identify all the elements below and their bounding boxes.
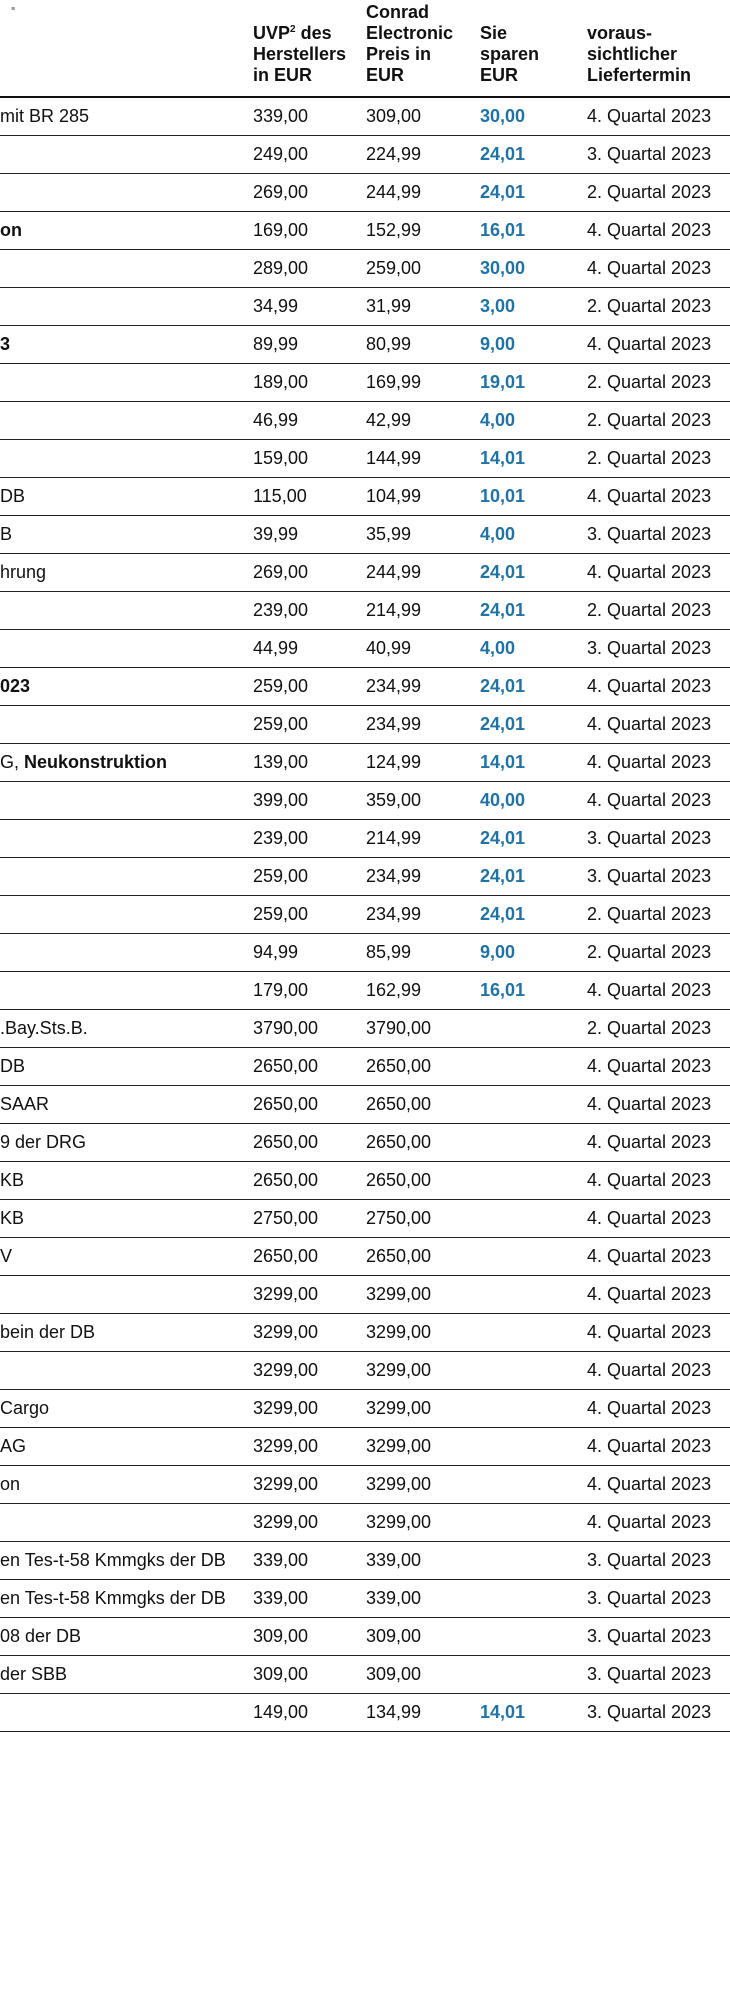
- delivery-date-cell: 4. Quartal 2023: [587, 334, 712, 354]
- uvp-price-cell: 3299,00: [253, 1512, 319, 1532]
- conrad-price-cell: 80,99: [366, 334, 412, 354]
- product-name-cell: [0, 98, 89, 135]
- conrad-price-cell: 3299,00: [366, 1322, 432, 1342]
- uvp-price-cell: 39,99: [253, 524, 299, 544]
- table-row: [0, 288, 730, 326]
- conrad-price-cell: 40,99: [366, 638, 412, 658]
- uvp-price-cell: 269,00: [253, 562, 309, 582]
- product-name-cell: [0, 1314, 95, 1351]
- product-name-cell: [0, 1010, 88, 1047]
- uvp-price-cell: 3299,00: [253, 1284, 319, 1304]
- table-row: [0, 1580, 730, 1618]
- delivery-date-cell: 2. Quartal 2023: [587, 372, 712, 392]
- conrad-price-cell: 169,99: [366, 372, 422, 392]
- conrad-price-cell: 234,99: [366, 866, 422, 886]
- savings-header-line2: sparen: [480, 44, 540, 64]
- uvp-price-cell: 399,00: [253, 790, 309, 810]
- table-row: [0, 1466, 730, 1504]
- savings-header-line1: Sie: [480, 23, 508, 43]
- product-name-text: KB: [0, 1170, 25, 1190]
- product-name-cell: [0, 1580, 226, 1617]
- conrad-header-line1: Conrad: [366, 2, 429, 22]
- delivery-date-cell: 3. Quartal 2023: [587, 524, 712, 544]
- table-row: [0, 364, 730, 402]
- product-name-cell: [0, 1238, 12, 1275]
- savings-cell: 24,01: [480, 676, 526, 696]
- conrad-price-cell: 85,99: [366, 942, 412, 962]
- product-name-cell: [0, 1048, 25, 1085]
- column-header-conrad-price: [366, 0, 478, 96]
- savings-cell: 24,01: [480, 600, 526, 620]
- conrad-price-cell: 309,00: [366, 106, 422, 126]
- conrad-price-cell: 3299,00: [366, 1512, 432, 1532]
- delivery-date-cell: 3. Quartal 2023: [587, 1702, 712, 1722]
- uvp-price-cell: 289,00: [253, 258, 309, 278]
- table-row: [0, 858, 730, 896]
- savings-header-line3: EUR: [480, 65, 519, 85]
- delivery-date-cell: 2. Quartal 2023: [587, 410, 712, 430]
- table-row: [0, 1542, 730, 1580]
- conrad-price-cell: 3299,00: [366, 1474, 432, 1494]
- product-name-cell: [0, 1086, 49, 1123]
- product-name-cell: [0, 212, 22, 249]
- table-row: [0, 1618, 730, 1656]
- delivery-date-cell: 3. Quartal 2023: [587, 144, 712, 164]
- product-name-text: 9 der DRG: [0, 1132, 87, 1152]
- table-row: [0, 972, 730, 1010]
- uvp-price-cell: 3299,00: [253, 1360, 319, 1380]
- savings-cell: 24,01: [480, 904, 526, 924]
- conrad-price-cell: 234,99: [366, 714, 422, 734]
- delivery-date-cell: 2. Quartal 2023: [587, 182, 712, 202]
- table-row: [0, 326, 730, 364]
- table-row: [0, 1162, 730, 1200]
- table-row: [0, 630, 730, 668]
- delivery-date-cell: 3. Quartal 2023: [587, 1664, 712, 1684]
- delivery-date-cell: 2. Quartal 2023: [587, 942, 712, 962]
- delivery-date-cell: 4. Quartal 2023: [587, 980, 712, 1000]
- uvp-price-cell: 259,00: [253, 714, 309, 734]
- product-name-text: V: [0, 1246, 13, 1266]
- uvp-price-cell: 2650,00: [253, 1132, 319, 1152]
- product-name-text: bein der DB: [0, 1322, 96, 1342]
- column-header-delivery-date: [587, 0, 727, 96]
- price-table-body: [0, 98, 730, 1732]
- conrad-price-cell: 134,99: [366, 1702, 422, 1722]
- uvp-price-cell: 3299,00: [253, 1322, 319, 1342]
- product-name-cell: [0, 668, 30, 705]
- conrad-price-cell: 224,99: [366, 144, 422, 164]
- delivery-date-cell: 4. Quartal 2023: [587, 1056, 712, 1076]
- delivery-date-cell: 4. Quartal 2023: [587, 1398, 712, 1418]
- savings-cell: 30,00: [480, 258, 526, 278]
- delivery-date-cell: 4. Quartal 2023: [587, 1208, 712, 1228]
- uvp-price-cell: 239,00: [253, 828, 309, 848]
- savings-cell: 3,00: [480, 296, 516, 316]
- savings-cell: 9,00: [480, 334, 516, 354]
- conrad-price-cell: 339,00: [366, 1588, 422, 1608]
- product-name-text: .Bay.Sts.B.: [0, 1018, 88, 1038]
- conrad-price-cell: 3790,00: [366, 1018, 432, 1038]
- uvp-price-cell: 139,00: [253, 752, 309, 772]
- product-name-cell: [0, 1124, 86, 1161]
- product-name-text: der SBB: [0, 1664, 68, 1684]
- uvp-header-suffix: des: [295, 23, 332, 43]
- uvp-price-cell: 2750,00: [253, 1208, 319, 1228]
- uvp-price-cell: 159,00: [253, 448, 309, 468]
- table-row: [0, 668, 730, 706]
- delivery-date-cell: 4. Quartal 2023: [587, 714, 712, 734]
- delivery-date-cell: 2. Quartal 2023: [587, 904, 712, 924]
- table-row: [0, 820, 730, 858]
- table-row: [0, 592, 730, 630]
- conrad-price-cell: 42,99: [366, 410, 412, 430]
- conrad-price-cell: 2650,00: [366, 1056, 432, 1076]
- delivery-date-cell: 3. Quartal 2023: [587, 638, 712, 658]
- delivery-date-cell: 2. Quartal 2023: [587, 600, 712, 620]
- savings-cell: 16,01: [480, 980, 526, 1000]
- conrad-price-cell: 31,99: [366, 296, 412, 316]
- uvp-header-line2: Herstellers: [253, 44, 347, 64]
- uvp-price-cell: 189,00: [253, 372, 309, 392]
- uvp-price-cell: 259,00: [253, 866, 309, 886]
- product-name-text: G,: [0, 752, 25, 772]
- table-row: [0, 98, 730, 136]
- table-row: [0, 174, 730, 212]
- conrad-price-cell: 152,99: [366, 220, 422, 240]
- product-name-text: hrung: [0, 562, 47, 582]
- delivery-date-cell: 4. Quartal 2023: [587, 106, 712, 126]
- savings-cell: 24,01: [480, 562, 526, 582]
- table-row: [0, 934, 730, 972]
- table-row: [0, 1238, 730, 1276]
- savings-cell: 40,00: [480, 790, 526, 810]
- product-name-text: 08 der DB: [0, 1626, 82, 1646]
- delivery-date-cell: 3. Quartal 2023: [587, 866, 712, 886]
- delivery-header-line1: voraus-: [587, 23, 653, 43]
- conrad-price-cell: 234,99: [366, 676, 422, 696]
- table-row: [0, 1200, 730, 1238]
- uvp-price-cell: 169,00: [253, 220, 309, 240]
- table-row: [0, 1086, 730, 1124]
- product-name-cell: [0, 516, 12, 553]
- product-name-cell: [0, 1542, 226, 1579]
- delivery-date-cell: 3. Quartal 2023: [587, 1588, 712, 1608]
- table-row: [0, 706, 730, 744]
- savings-cell: 24,01: [480, 144, 526, 164]
- product-name-cell: [0, 1390, 49, 1427]
- savings-cell: 4,00: [480, 524, 516, 544]
- uvp-price-cell: 2650,00: [253, 1170, 319, 1190]
- delivery-date-cell: 3. Quartal 2023: [587, 1550, 712, 1570]
- uvp-price-cell: 2650,00: [253, 1246, 319, 1266]
- savings-cell: 30,00: [480, 106, 526, 126]
- savings-cell: 24,01: [480, 714, 526, 734]
- page-marker: ≡: [11, 6, 16, 13]
- conrad-price-cell: 3299,00: [366, 1284, 432, 1304]
- uvp-price-cell: 339,00: [253, 1588, 309, 1608]
- delivery-date-cell: 3. Quartal 2023: [587, 1626, 712, 1646]
- delivery-date-cell: 2. Quartal 2023: [587, 296, 712, 316]
- delivery-date-cell: 4. Quartal 2023: [587, 1284, 712, 1304]
- conrad-price-cell: 309,00: [366, 1626, 422, 1646]
- conrad-price-cell: 3299,00: [366, 1436, 432, 1456]
- conrad-price-cell: 104,99: [366, 486, 422, 506]
- conrad-price-cell: 162,99: [366, 980, 422, 1000]
- footnote-marker: 2: [290, 24, 296, 35]
- savings-cell: 14,01: [480, 1702, 526, 1722]
- table-row: [0, 212, 730, 250]
- uvp-price-cell: 239,00: [253, 600, 309, 620]
- table-row: [0, 1276, 730, 1314]
- table-row: [0, 1010, 730, 1048]
- table-row: [0, 554, 730, 592]
- uvp-price-cell: 34,99: [253, 296, 299, 316]
- product-name-text: AG: [0, 1436, 27, 1456]
- product-name-cell: [0, 478, 25, 515]
- table-row: [0, 250, 730, 288]
- savings-cell: 4,00: [480, 410, 516, 430]
- delivery-date-cell: 4. Quartal 2023: [587, 220, 712, 240]
- uvp-price-cell: 3299,00: [253, 1436, 319, 1456]
- conrad-price-cell: 359,00: [366, 790, 422, 810]
- product-name-bold: 3: [0, 334, 11, 354]
- table-row: [0, 1390, 730, 1428]
- savings-cell: 14,01: [480, 448, 526, 468]
- conrad-price-cell: 2650,00: [366, 1246, 432, 1266]
- product-name-text: SAAR: [0, 1094, 50, 1114]
- table-row: [0, 478, 730, 516]
- uvp-price-cell: 46,99: [253, 410, 299, 430]
- uvp-price-cell: 3299,00: [253, 1474, 319, 1494]
- conrad-header-line2: Electronic: [366, 23, 454, 43]
- conrad-price-cell: 259,00: [366, 258, 422, 278]
- uvp-price-cell: 3790,00: [253, 1018, 319, 1038]
- product-name-text: en Tes-t-58 Kmmgks der DB: [0, 1550, 226, 1570]
- table-row: [0, 402, 730, 440]
- product-name-cell: [0, 1200, 24, 1237]
- delivery-date-cell: 4. Quartal 2023: [587, 1246, 712, 1266]
- product-name-cell: [0, 554, 46, 591]
- product-name-text: Cargo: [0, 1398, 50, 1418]
- conrad-price-cell: 35,99: [366, 524, 412, 544]
- conrad-price-cell: 3299,00: [366, 1398, 432, 1418]
- product-name-bold: Neukonstruktion: [24, 752, 168, 772]
- delivery-date-cell: 4. Quartal 2023: [587, 752, 712, 772]
- table-row: [0, 136, 730, 174]
- product-name-cell: [0, 1162, 24, 1199]
- delivery-date-cell: 4. Quartal 2023: [587, 790, 712, 810]
- uvp-header-text: UVP: [253, 23, 291, 43]
- savings-cell: 10,01: [480, 486, 526, 506]
- table-row: [0, 1656, 730, 1694]
- conrad-price-cell: 2650,00: [366, 1132, 432, 1152]
- savings-cell: 24,01: [480, 866, 526, 886]
- uvp-price-cell: 149,00: [253, 1702, 309, 1722]
- delivery-date-cell: 2. Quartal 2023: [587, 448, 712, 468]
- conrad-price-cell: 244,99: [366, 182, 422, 202]
- uvp-price-cell: 249,00: [253, 144, 309, 164]
- conrad-header-line4: EUR: [366, 65, 405, 85]
- conrad-price-cell: 2750,00: [366, 1208, 432, 1228]
- delivery-date-cell: 4. Quartal 2023: [587, 1360, 712, 1380]
- uvp-price-cell: 89,99: [253, 334, 299, 354]
- table-row: [0, 1124, 730, 1162]
- product-name-text: DB: [0, 1056, 26, 1076]
- uvp-price-cell: 94,99: [253, 942, 299, 962]
- savings-cell: 14,01: [480, 752, 526, 772]
- delivery-date-cell: 4. Quartal 2023: [587, 1474, 712, 1494]
- delivery-date-cell: 4. Quartal 2023: [587, 562, 712, 582]
- delivery-date-cell: 4. Quartal 2023: [587, 1512, 712, 1532]
- conrad-price-cell: 214,99: [366, 828, 422, 848]
- uvp-price-cell: 309,00: [253, 1664, 309, 1684]
- product-name-text: mit BR 285: [0, 106, 90, 126]
- uvp-header-line3: in EUR: [253, 65, 313, 85]
- delivery-date-cell: 2. Quartal 2023: [587, 1018, 712, 1038]
- uvp-price-cell: 259,00: [253, 904, 309, 924]
- uvp-price-cell: 309,00: [253, 1626, 309, 1646]
- table-row: [0, 1048, 730, 1086]
- conrad-price-cell: 244,99: [366, 562, 422, 582]
- delivery-header-line2: sichtlicher: [587, 44, 678, 64]
- uvp-price-cell: 339,00: [253, 1550, 309, 1570]
- conrad-price-cell: 339,00: [366, 1550, 422, 1570]
- delivery-date-cell: 4. Quartal 2023: [587, 1094, 712, 1114]
- table-row: [0, 1352, 730, 1390]
- savings-cell: 16,01: [480, 220, 526, 240]
- column-header-uvp: [253, 0, 365, 96]
- savings-cell: 9,00: [480, 942, 516, 962]
- delivery-header-line3: Liefertermin: [587, 65, 692, 85]
- uvp-price-cell: 3299,00: [253, 1398, 319, 1418]
- conrad-price-cell: 309,00: [366, 1664, 422, 1684]
- delivery-date-cell: 4. Quartal 2023: [587, 1132, 712, 1152]
- product-name-text: DB: [0, 486, 26, 506]
- conrad-price-cell: 124,99: [366, 752, 422, 772]
- conrad-header-line3: Preis in: [366, 44, 432, 64]
- conrad-price-cell: 234,99: [366, 904, 422, 924]
- uvp-price-cell: 339,00: [253, 106, 309, 126]
- column-header-savings: [480, 0, 580, 96]
- product-name-cell: [0, 326, 10, 363]
- table-row: [0, 744, 730, 782]
- conrad-price-cell: 2650,00: [366, 1094, 432, 1114]
- conrad-price-cell: 144,99: [366, 448, 422, 468]
- table-header: [0, 0, 730, 98]
- uvp-price-cell: 115,00: [253, 486, 307, 506]
- product-name-bold: on: [0, 220, 22, 240]
- uvp-price-cell: 259,00: [253, 676, 309, 696]
- uvp-price-cell: 179,00: [253, 980, 309, 1000]
- product-name-text: on: [0, 1474, 21, 1494]
- delivery-date-cell: 4. Quartal 2023: [587, 1436, 712, 1456]
- product-name-cell: [0, 1656, 67, 1693]
- uvp-price-cell: 2650,00: [253, 1056, 319, 1076]
- delivery-date-cell: 3. Quartal 2023: [587, 828, 712, 848]
- table-row: [0, 1694, 730, 1732]
- table-row: [0, 1314, 730, 1352]
- savings-cell: 24,01: [480, 828, 526, 848]
- conrad-price-cell: 2650,00: [366, 1170, 432, 1190]
- product-name-text: en Tes-t-58 Kmmgks der DB: [0, 1588, 226, 1608]
- savings-cell: 4,00: [480, 638, 516, 658]
- savings-cell: 19,01: [480, 372, 526, 392]
- product-name-cell: [0, 744, 167, 781]
- conrad-price-cell: 3299,00: [366, 1360, 432, 1380]
- table-row: [0, 1428, 730, 1466]
- product-name-cell: [0, 1466, 20, 1503]
- table-row: [0, 1504, 730, 1542]
- product-name-bold: 023: [0, 676, 31, 696]
- product-name-text: KB: [0, 1208, 25, 1228]
- table-row: [0, 516, 730, 554]
- uvp-price-cell: 44,99: [253, 638, 299, 658]
- uvp-price-cell: 2650,00: [253, 1094, 319, 1114]
- table-row: [0, 896, 730, 934]
- product-name-cell: [0, 1428, 26, 1465]
- product-name-cell: [0, 1618, 81, 1655]
- delivery-date-cell: 4. Quartal 2023: [587, 486, 712, 506]
- savings-cell: 24,01: [480, 182, 526, 202]
- product-name-text: B: [0, 524, 13, 544]
- conrad-price-cell: 214,99: [366, 600, 422, 620]
- uvp-price-cell: 269,00: [253, 182, 309, 202]
- table-row: [0, 440, 730, 478]
- delivery-date-cell: 4. Quartal 2023: [587, 676, 712, 696]
- delivery-date-cell: 4. Quartal 2023: [587, 1170, 712, 1190]
- delivery-date-cell: 4. Quartal 2023: [587, 1322, 712, 1342]
- delivery-date-cell: 4. Quartal 2023: [587, 258, 712, 278]
- table-row: [0, 782, 730, 820]
